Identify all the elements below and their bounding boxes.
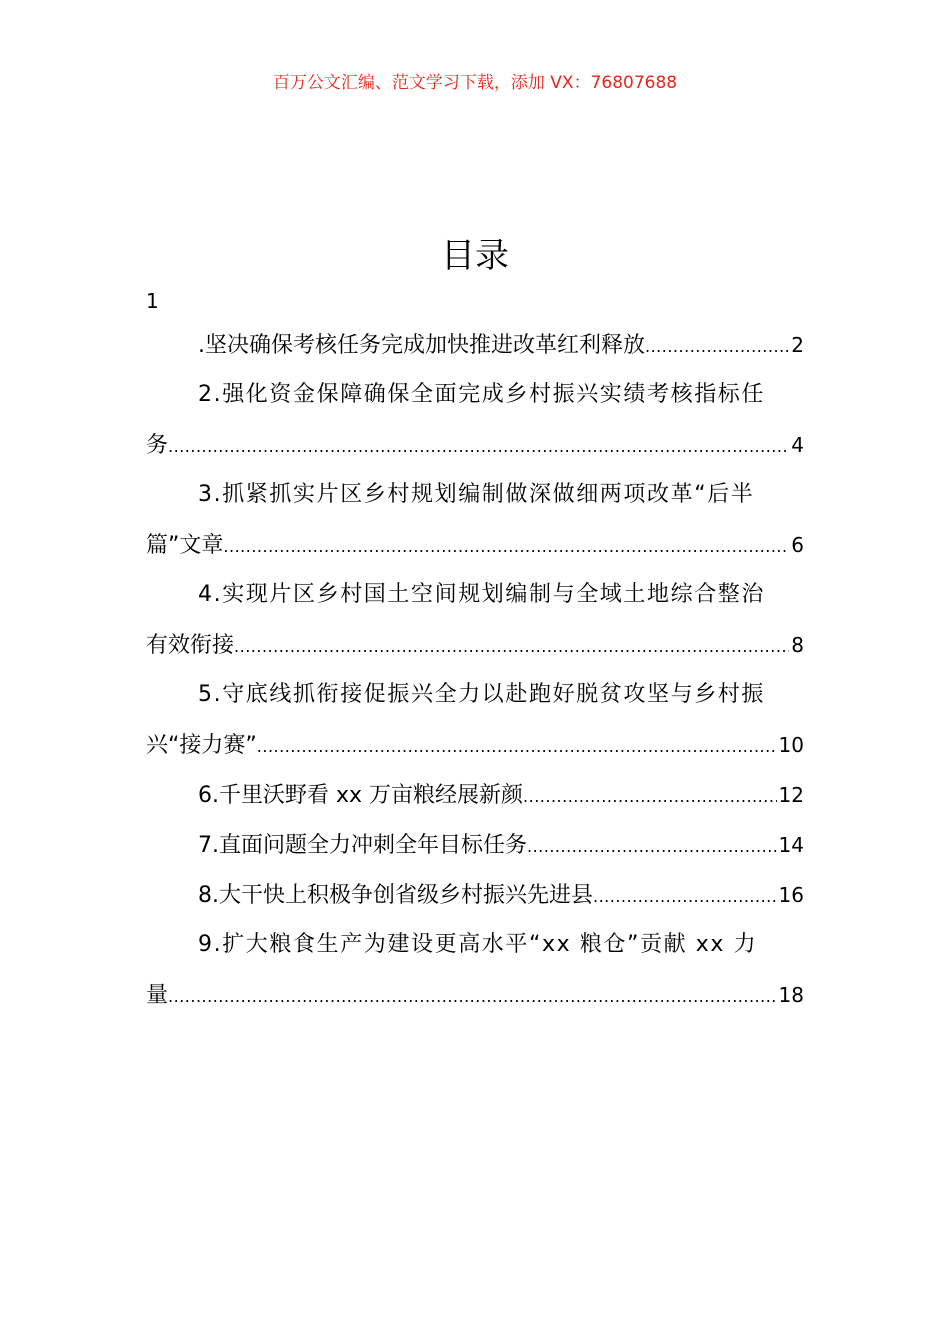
- toc-entry-3[interactable]: [146, 470, 804, 520]
- toc-entry-title: .坚决确保考核任务完成加快推进改革红利释放: [198, 333, 645, 358]
- toc-entry-4-cont[interactable]: [146, 620, 804, 670]
- toc-entry-title-cont: 有效衔接: [146, 633, 235, 658]
- toc-entry-title: 3.抓紧抓实片区乡村规划编制做深做细两项改革“后半: [198, 482, 755, 507]
- toc-entry-8[interactable]: [146, 870, 804, 920]
- toc-entry-title-cont: 量: [146, 983, 169, 1008]
- toc-leader-dots: [223, 522, 789, 572]
- toc-page-number: 12: [778, 783, 804, 807]
- table-of-contents: [146, 282, 804, 1020]
- toc-leader-dots: [645, 322, 789, 372]
- toc-entry-5-cont[interactable]: [146, 720, 804, 770]
- toc-page-number: 8: [791, 633, 804, 657]
- toc-leader-dots: [527, 822, 777, 872]
- toc-entry-title: 8.大干快上积极争创省级乡村振兴先进县: [198, 883, 593, 908]
- toc-entry-9[interactable]: [146, 920, 804, 970]
- toc-leader-dots: [593, 872, 777, 922]
- toc-entry-title: 9.扩大粮食生产为建设更高水平“xx 粮仓”贡献 xx 力: [198, 932, 758, 957]
- toc-entry-5[interactable]: [146, 670, 804, 720]
- toc-leader-dots: [523, 772, 777, 822]
- page-title: 目录: [441, 236, 509, 276]
- watermark-header: 百万公文汇编、范文学习下载，添加 VX：76807688: [272, 73, 678, 93]
- toc-page-number: 4: [791, 433, 804, 457]
- toc-leader-dots: [168, 422, 789, 472]
- toc-leader-dots: [168, 972, 777, 1022]
- toc-entry-9-cont[interactable]: [146, 970, 804, 1020]
- toc-page-number: 14: [778, 833, 804, 857]
- toc-entry-title-cont: 务: [146, 433, 169, 458]
- toc-entry-title-cont: 兴“接力赛”: [146, 733, 257, 758]
- toc-entry-title: 5.守底线抓衔接促振兴全力以赴跑好脱贫攻坚与乡村振: [198, 682, 765, 707]
- toc-entry-title: 4.实现片区乡村国土空间规划编制与全域土地综合整治: [198, 582, 765, 607]
- toc-lead-number: 1: [146, 289, 159, 313]
- toc-entry-6[interactable]: [146, 770, 804, 820]
- toc-entry-title: 7.直面问题全力冲刺全年目标任务: [198, 833, 527, 858]
- toc-entry-3-cont[interactable]: [146, 520, 804, 570]
- toc-entry-title: 6.千里沃野看 xx 万亩粮经展新颜: [198, 783, 524, 808]
- toc-entry-title: 2.强化资金保障确保全面完成乡村振兴实绩考核指标任: [198, 382, 765, 407]
- toc-entry-2[interactable]: [146, 370, 804, 420]
- toc-page-number: 18: [778, 983, 804, 1007]
- toc-leader-dots: [257, 722, 777, 772]
- toc-page-number: 2: [791, 333, 804, 357]
- toc-entry-1[interactable]: [146, 320, 804, 370]
- toc-entry-7[interactable]: [146, 820, 804, 870]
- toc-entry-4[interactable]: [146, 570, 804, 620]
- toc-entry-2-cont[interactable]: [146, 420, 804, 470]
- toc-leader-dots: [234, 622, 789, 672]
- toc-entry-title-cont: 篇”文章: [146, 533, 224, 558]
- toc-page-number: 10: [778, 733, 804, 757]
- toc-page-number: 16: [778, 883, 804, 907]
- toc-page-number: 6: [791, 533, 804, 557]
